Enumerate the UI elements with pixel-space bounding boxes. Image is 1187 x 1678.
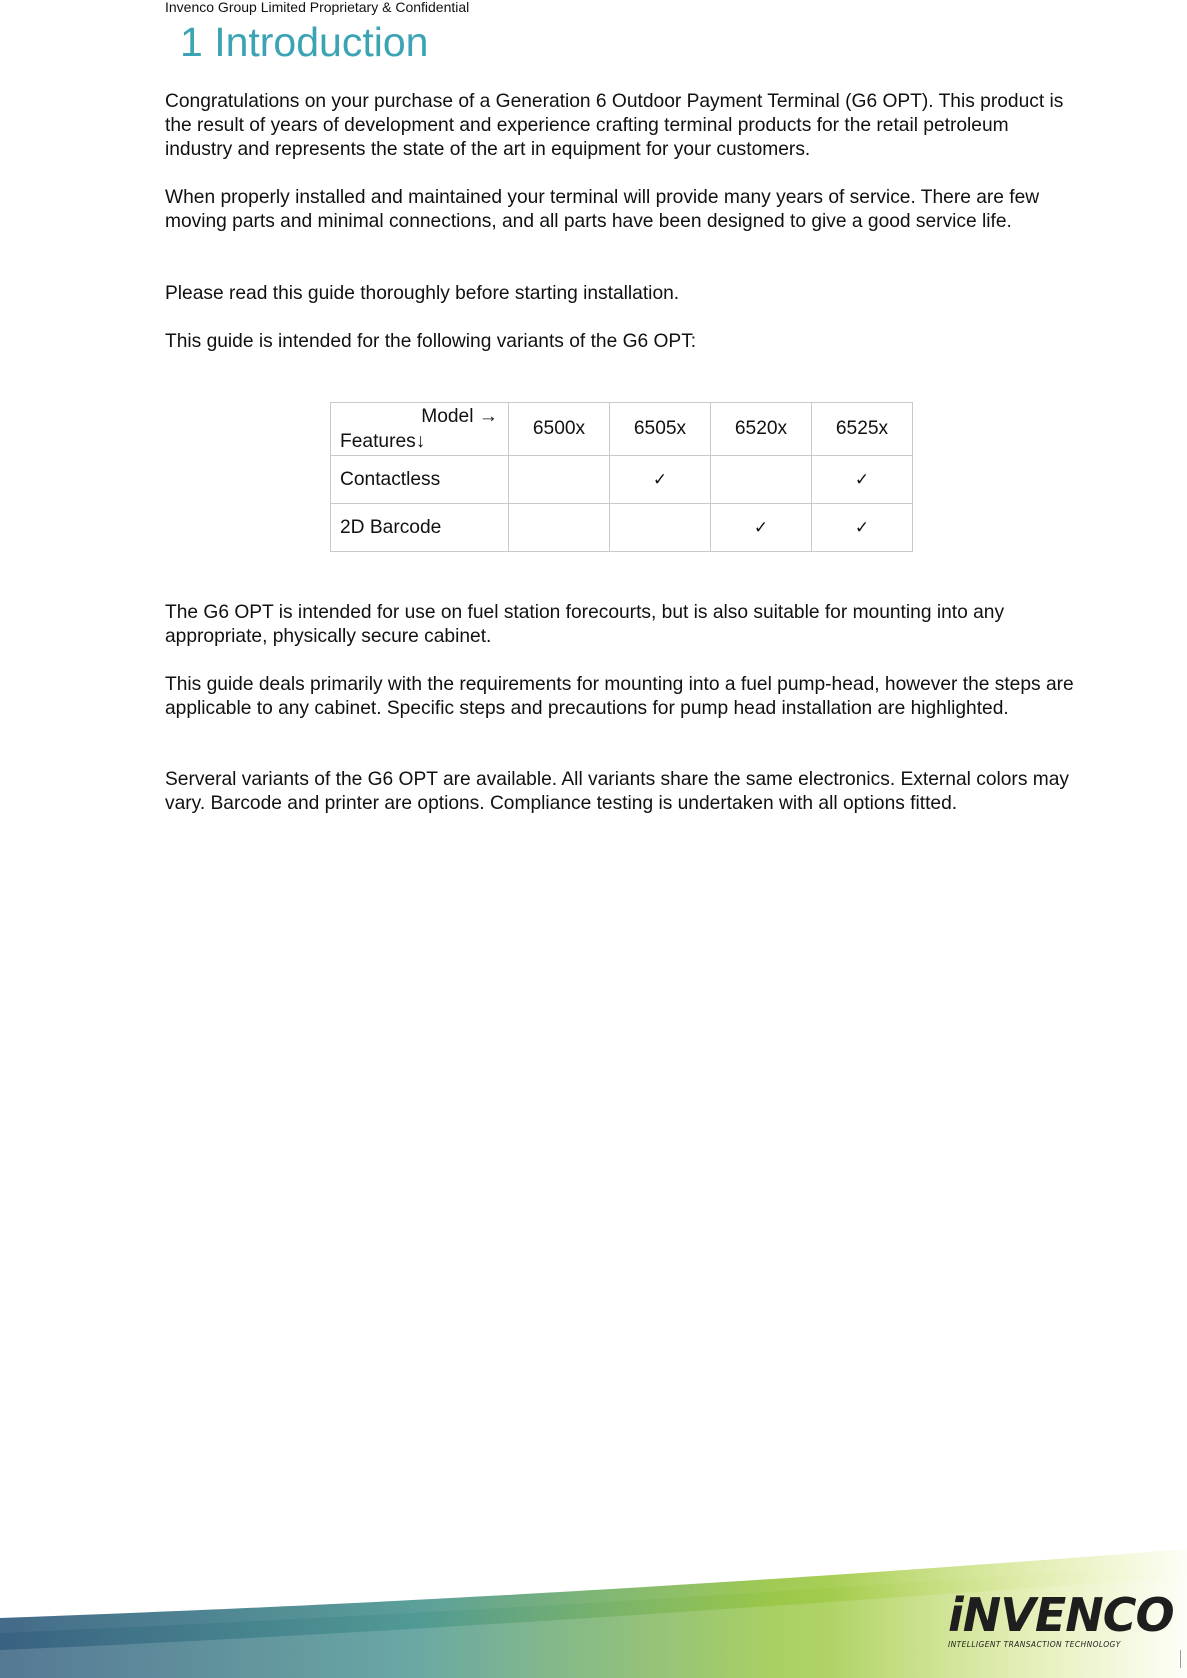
pump-head-paragraph: This guide deals primarily with the requirements for mounting into a fuel pump-head, however the steps are applicable to any cabinet. Specific steps and precautions for pump head installation are highlighted. [165,674,1074,719]
logo-wordmark: iNVENCO [948,1588,1174,1642]
check-cell [509,456,610,504]
model-header-cell: 6520x [711,403,812,456]
check-cell: ✓ [812,504,913,552]
model-axis-label: Model → [421,406,498,427]
check-cell [610,504,711,552]
variants-table [330,402,913,552]
check-cell [711,456,812,504]
table-header-row [331,403,913,456]
invenco-logo [948,1588,1186,1649]
table-row [331,456,913,504]
model-header-cell: 6500x [509,403,610,456]
check-cell: ✓ [610,456,711,504]
page-edge-mark [1180,1650,1181,1668]
check-cell: ✓ [711,504,812,552]
check-cell [509,504,610,552]
table-corner-cell [331,403,509,456]
model-header-cell: 6505x [610,403,711,456]
feature-cell: Contactless [331,456,509,504]
logo-tagline: INTELLIGENT TRANSACTION TECHNOLOGY [948,1640,1121,1649]
service-paragraph: When properly installed and maintained your terminal will provide many years of service. There are few moving parts and minimal connections, and all parts have been designed to give a good service life. [165,187,1040,232]
model-header-cell: 6525x [812,403,913,456]
variants-electronics-paragraph: Serveral variants of the G6 OPT are available. All variants share the same electronics. External colors may vary. Barcode and printer are options. Compliance testing is undertaken with all options fitted. [165,769,1069,814]
intro-paragraph: Congratulations on your purchase of a Generation 6 Outdoor Payment Terminal (G6 OPT). This product is the result of years of development and experience crafting terminal products for the retail petroleum industry and represents the state of the art in equipment for your customers. [165,91,1064,160]
variants-intro-paragraph: This guide is intended for the following variants of the G6 OPT: [165,331,697,352]
feature-cell: 2D Barcode [331,504,509,552]
confidential-header: Invenco Group Limited Proprietary & Confidential [165,0,470,15]
section-title: 1 Introduction [180,19,429,65]
read-guide-paragraph: Please read this guide thoroughly before starting installation. [165,283,680,304]
check-cell: ✓ [812,456,913,504]
forecourt-paragraph: The G6 OPT is intended for use on fuel station forecourts, but is also suitable for mounting into any appropriate, physically secure cabinet. [165,602,1005,647]
table-row [331,504,913,552]
features-axis-label: Features↓ [340,431,426,452]
